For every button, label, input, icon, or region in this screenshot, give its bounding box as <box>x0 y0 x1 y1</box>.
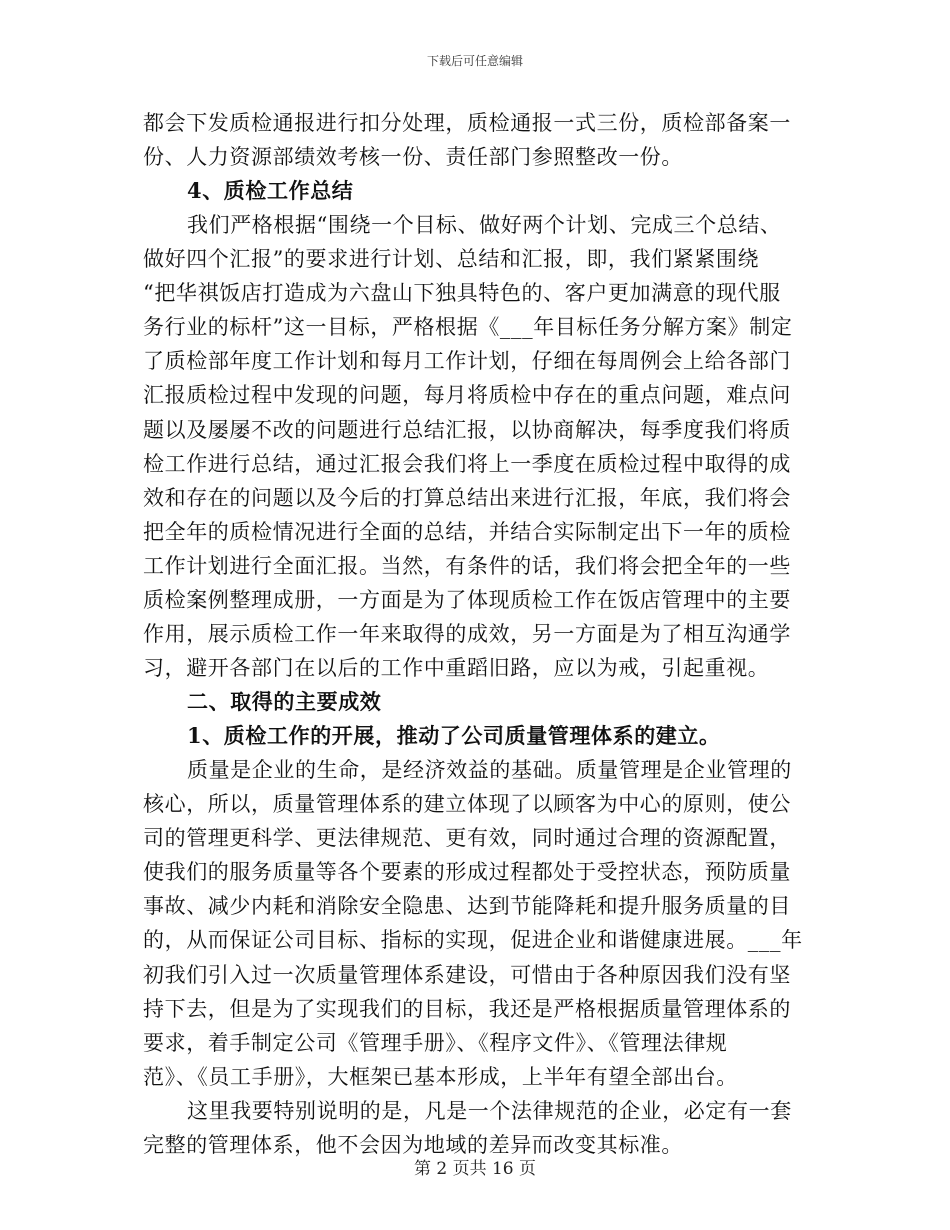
text-line: 范》、《员工手册》，大框架已基本形成，上半年有望全部出台。 <box>143 1064 738 1089</box>
text-line: 工作计划进行全面汇报。当然，有条件的话，我们将会把全年的一些 <box>143 553 791 578</box>
section-heading: 4、质检工作总结 <box>187 178 354 204</box>
text-line: 的，从而保证公司目标、指标的实现，促进企业和谐健康进展。___年 <box>143 928 803 953</box>
text-line: 持下去，但是为了实现我们的目标，我还是严格根据质量管理体系的 <box>143 996 791 1021</box>
text-line: 效和存在的问题以及今后的打算总结出来进行汇报，年底，我们将会 <box>143 485 791 510</box>
text-line: 使我们的服务质量等各个要素的形成过程都处于受控状态，预防质量 <box>143 860 791 885</box>
text-line: 份、人力资源部绩效考核一份、责任部门参照整改一份。 <box>143 145 683 170</box>
text-line: 习，避开各部门在以后的工作中重蹈旧路，应以为戒，引起重视。 <box>143 655 770 680</box>
text-line: 要求，着手制定公司《管理手册》、《程序文件》、《管理法律规 <box>143 1030 728 1055</box>
text-line: 都会下发质检通报进行扣分处理，质检通报一式三份，质检部备案一 <box>143 111 791 135</box>
text-line: 题以及屡屡不改的问题进行总结汇报，以协商解决，每季度我们将质 <box>143 417 791 442</box>
text-line: 司的管理更科学、更法律规范、更有效，同时通过合理的资源配置， <box>143 826 791 851</box>
text-line: 我们严格根据“围绕一个目标、做好两个计划、完成三个总结、 <box>187 213 782 238</box>
text-line: 这里我要特别说明的是，凡是一个法律规范的企业，必定有一套 <box>187 1098 792 1123</box>
section-heading: 二、取得的主要成效 <box>187 689 382 715</box>
text-line: 了质检部年度工作计划和每月工作计划，仔细在每周例会上给各部门 <box>143 349 791 374</box>
text-line: 作用，展示质检工作一年来取得的成效，另一方面是为了相互沟通学 <box>143 621 791 646</box>
page-footer: 第 2 页共 16 页 <box>413 1159 537 1179</box>
section-heading: 1、质检工作的开展，推动了公司质量管理体系的建立。 <box>187 723 721 749</box>
text-line: 质检案例整理成册，一方面是为了体现质检工作在饭店管理中的主要 <box>143 587 791 612</box>
text-line: 质量是企业的生命，是经济效益的基础。质量管理是企业管理的 <box>187 758 792 783</box>
text-line: 做好四个汇报”的要求进行计划、总结和汇报，即，我们紧紧围绕 <box>143 247 760 272</box>
page-header: 下载后可任意编辑 <box>426 54 523 68</box>
text-line: “把华祺饭店打造成为六盘山下独具特色的、客户更加满意的现代服 <box>143 281 781 306</box>
text-line: 初我们引入过一次质量管理体系建设，可惜由于各种原因我们没有坚 <box>143 962 791 987</box>
text-line: 核心，所以，质量管理体系的建立体现了以顾客为中心的原则，使公 <box>143 792 791 817</box>
text-line: 把全年的质检情况进行全面的总结，并结合实际制定出下一年的质检 <box>143 519 791 544</box>
text-line: 完整的管理体系，他不会因为地域的差异而改变其标准。 <box>143 1132 683 1157</box>
text-line: 事故、减少内耗和消除安全隐患、达到节能降耗和提升服务质量的目 <box>143 894 791 919</box>
text-line: 检工作进行总结，通过汇报会我们将上一季度在质检过程中取得的成 <box>143 451 791 476</box>
text-line: 务行业的标杆”这一目标，严格根据《___年目标任务分解方案》制定 <box>143 315 793 340</box>
text-line: 汇报质检过程中发现的问题，每月将质检中存在的重点问题，难点问 <box>143 383 791 408</box>
